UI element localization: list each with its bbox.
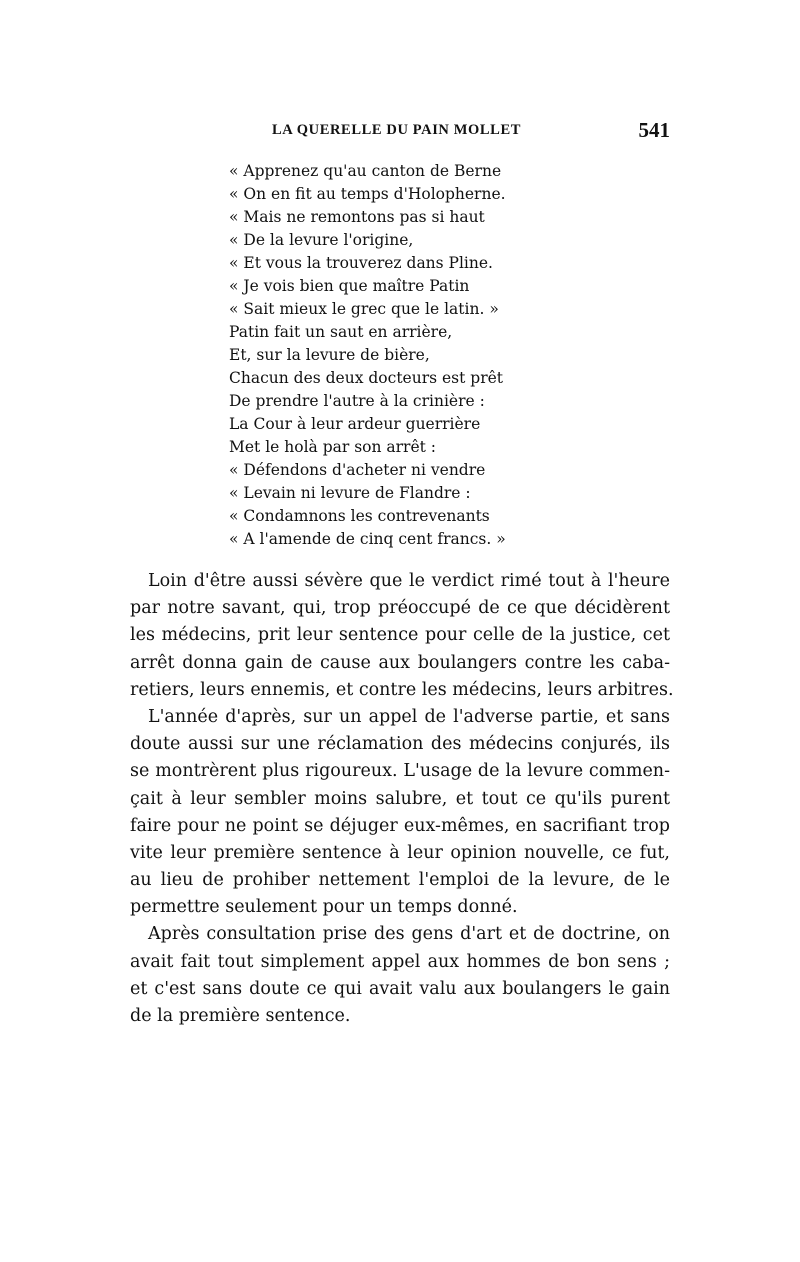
text-line: permettre seulement pour un temps donné. [130,897,518,918]
text-line: L'année d'après, sur un appel de l'adverse partie, et sans [148,706,670,727]
text-line: faire pour ne point se déjuger eux-mêmes, en sacrifiant trop [130,815,670,836]
verse-line: « On en fit au temps d'Holopherne. [229,185,506,203]
prose-body [130,568,674,1030]
text-line: çait à leur sembler moins salubre, et tout ce qu'ils purent [130,788,670,809]
verse-line: Patin fait un saut en arrière, [229,323,453,341]
verse-line: « Sait mieux le grec que le latin. » [229,300,499,318]
verse-line: De prendre l'autre à la crinière : [229,392,485,410]
verse-line: « Défendons d'acheter ni vendre [229,461,486,479]
text-line: vite leur première sentence à leur opinion nouvelle, ce fut, [130,842,670,863]
verse-line: Met le holà par son arrêt : [229,438,437,456]
text-line: retiers, leurs ennemis, et contre les médecins, leurs arbitres. [130,679,674,700]
verse-quotation [229,160,669,551]
verse-line: « Levain ni levure de Flandre : [229,484,471,502]
verse-line: « Je vois bien que maître Patin [229,277,470,295]
text-line: et c'est sans doute ce qui avait valu aux boulangers le gain [130,978,670,999]
text-line: les médecins, prit leur sentence pour celle de la justice, cet [130,625,670,646]
text-line: Après consultation prise des gens d'art et de doctrine, on [148,924,670,945]
paragraph-consultation [130,921,670,1030]
running-title: LA QUERELLE DU PAIN MOLLET [272,122,521,138]
text-line: par notre savant, qui, trop préoccupé de ce que décidèrent [130,598,670,619]
text-line: au lieu de prohiber nettement l'emploi de la levure, de le [130,870,670,891]
paragraph-appeal [130,704,670,922]
verse-line: « Et vous la trouverez dans Pline. [229,254,493,272]
verse-line: « Apprenez qu'au canton de Berne [229,162,502,180]
text-line: se montrèrent plus rigoureux. L'usage de la levure commen- [130,761,670,782]
verse-line: « Mais ne remontons pas si haut [229,208,485,226]
text-line: avait fait tout simplement appel aux hommes de bon sens ; [130,951,670,972]
text-line: Loin d'être aussi sévère que le verdict rimé tout à l'heure [148,571,670,591]
running-head [130,120,670,144]
verse-line: Chacun des deux docteurs est prêt [229,369,504,387]
verse-line: « Condamnons les contrevenants [229,507,490,525]
text-line: doute aussi sur une réclamation des médecins conjurés, ils [130,734,670,755]
text-line: de la première sentence. [130,1006,351,1026]
page-number: 541 [638,118,670,142]
text-line: arrêt donna gain de cause aux boulangers contre les caba- [130,652,670,673]
verse-line: « A l'amende de cinq cent francs. » [229,530,506,548]
verse-line: « De la levure l'origine, [229,231,414,249]
verse-line: Et, sur la levure de bière, [229,346,430,364]
verse-line: La Cour à leur ardeur guerrière [229,415,481,433]
paragraph-verdict [130,568,674,704]
